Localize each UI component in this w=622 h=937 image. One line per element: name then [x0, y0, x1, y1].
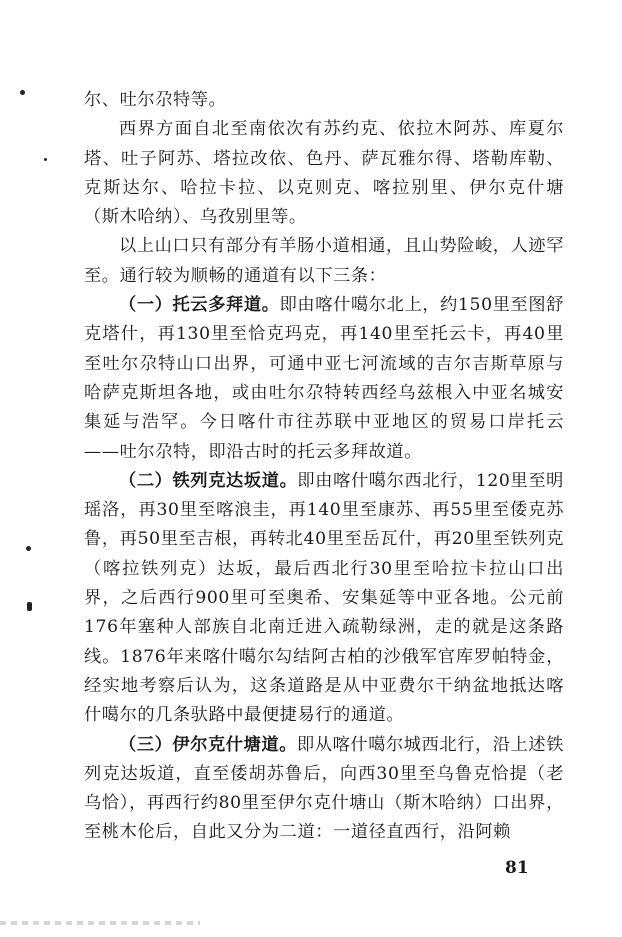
section-heading: （一）托云多拜道。 [119, 295, 280, 316]
scan-artifact [0, 921, 200, 925]
paragraph-text: 即从喀什噶尔城西北行，沿上述铁列克达坂道，直至倭胡苏鲁后，向西30里至乌鲁克恰提（老乌恰），再西行约80里至伊尔克什塘山（斯木哈纳）口出界，至桃木伦后，自此又分为二道：一道径直西行，沿阿赖 [84, 734, 564, 843]
paragraph [84, 291, 564, 467]
margin-mark [44, 158, 47, 161]
paragraph-text: 即由喀什噶尔西北行，120里至明瑶洛，再30里至喀浪圭，再140里至康苏、再55里至倭克苏鲁，再50里至吉根，再转北40里至岳瓦什，再20里至铁列克（喀拉铁列克）达坂，最后西北行30里至哈拉卡拉山口出界，之后西行900里可至奥希、安集延等中亚各地。公元前176年塞种人部族自北南迁进入疏勒绿洲，走的就是这条路线。1876年来喀什噶尔勾结阿古柏的沙俄军官库罗帕特金，经实地考察后认为，这条道路是从中亚费尔干纳盆地抵达喀什噶尔的几条驮路中最便捷易行的通道。 [84, 470, 564, 726]
paragraph [84, 731, 564, 848]
paragraph [84, 115, 564, 232]
paragraph-text: 以上山口只有部分有羊肠小道相通，且山势险峻，人迹罕至。通行较为顺畅的通道有以下三条： [84, 236, 564, 286]
section-heading: （三）伊尔克什塘道。 [119, 734, 297, 755]
margin-mark [27, 602, 32, 611]
paragraph [84, 467, 564, 731]
paragraph [84, 86, 564, 115]
margin-mark [26, 546, 31, 551]
body-text [84, 86, 564, 848]
paragraph-text: 即由喀什噶尔北上，约150里至图舒克塔什，再130里至恰克玛克，再140里至托云卡，再40里至吐尔尕特山口出界，可通中亚七河流域的吉尔吉斯草原与哈萨克斯坦各地，或由吐尔尕特转西经乌兹根入中亚名城安集延与浩罕。今日喀什市往苏联中亚地区的贸易口岸托云——吐尔尕特，即沿古时的托云多拜故道。 [84, 295, 564, 462]
paragraph-text: 尔、吐尔尕特等。 [84, 90, 227, 110]
paragraph-text: 西界方面自北至南依次有苏约克、依拉木阿苏、库夏尔塔、吐子阿苏、塔拉改依、色丹、萨瓦雅尔得、塔勒库勒、克斯达尔、哈拉卡拉、以克则克、喀拉别里、伊尔克什塘（斯木哈纳）、乌孜别里等。 [84, 119, 564, 228]
margin-mark [20, 90, 25, 95]
section-heading: （二）铁列克达坂道。 [119, 470, 298, 491]
paragraph [84, 232, 564, 291]
page-number: 81 [505, 858, 529, 878]
